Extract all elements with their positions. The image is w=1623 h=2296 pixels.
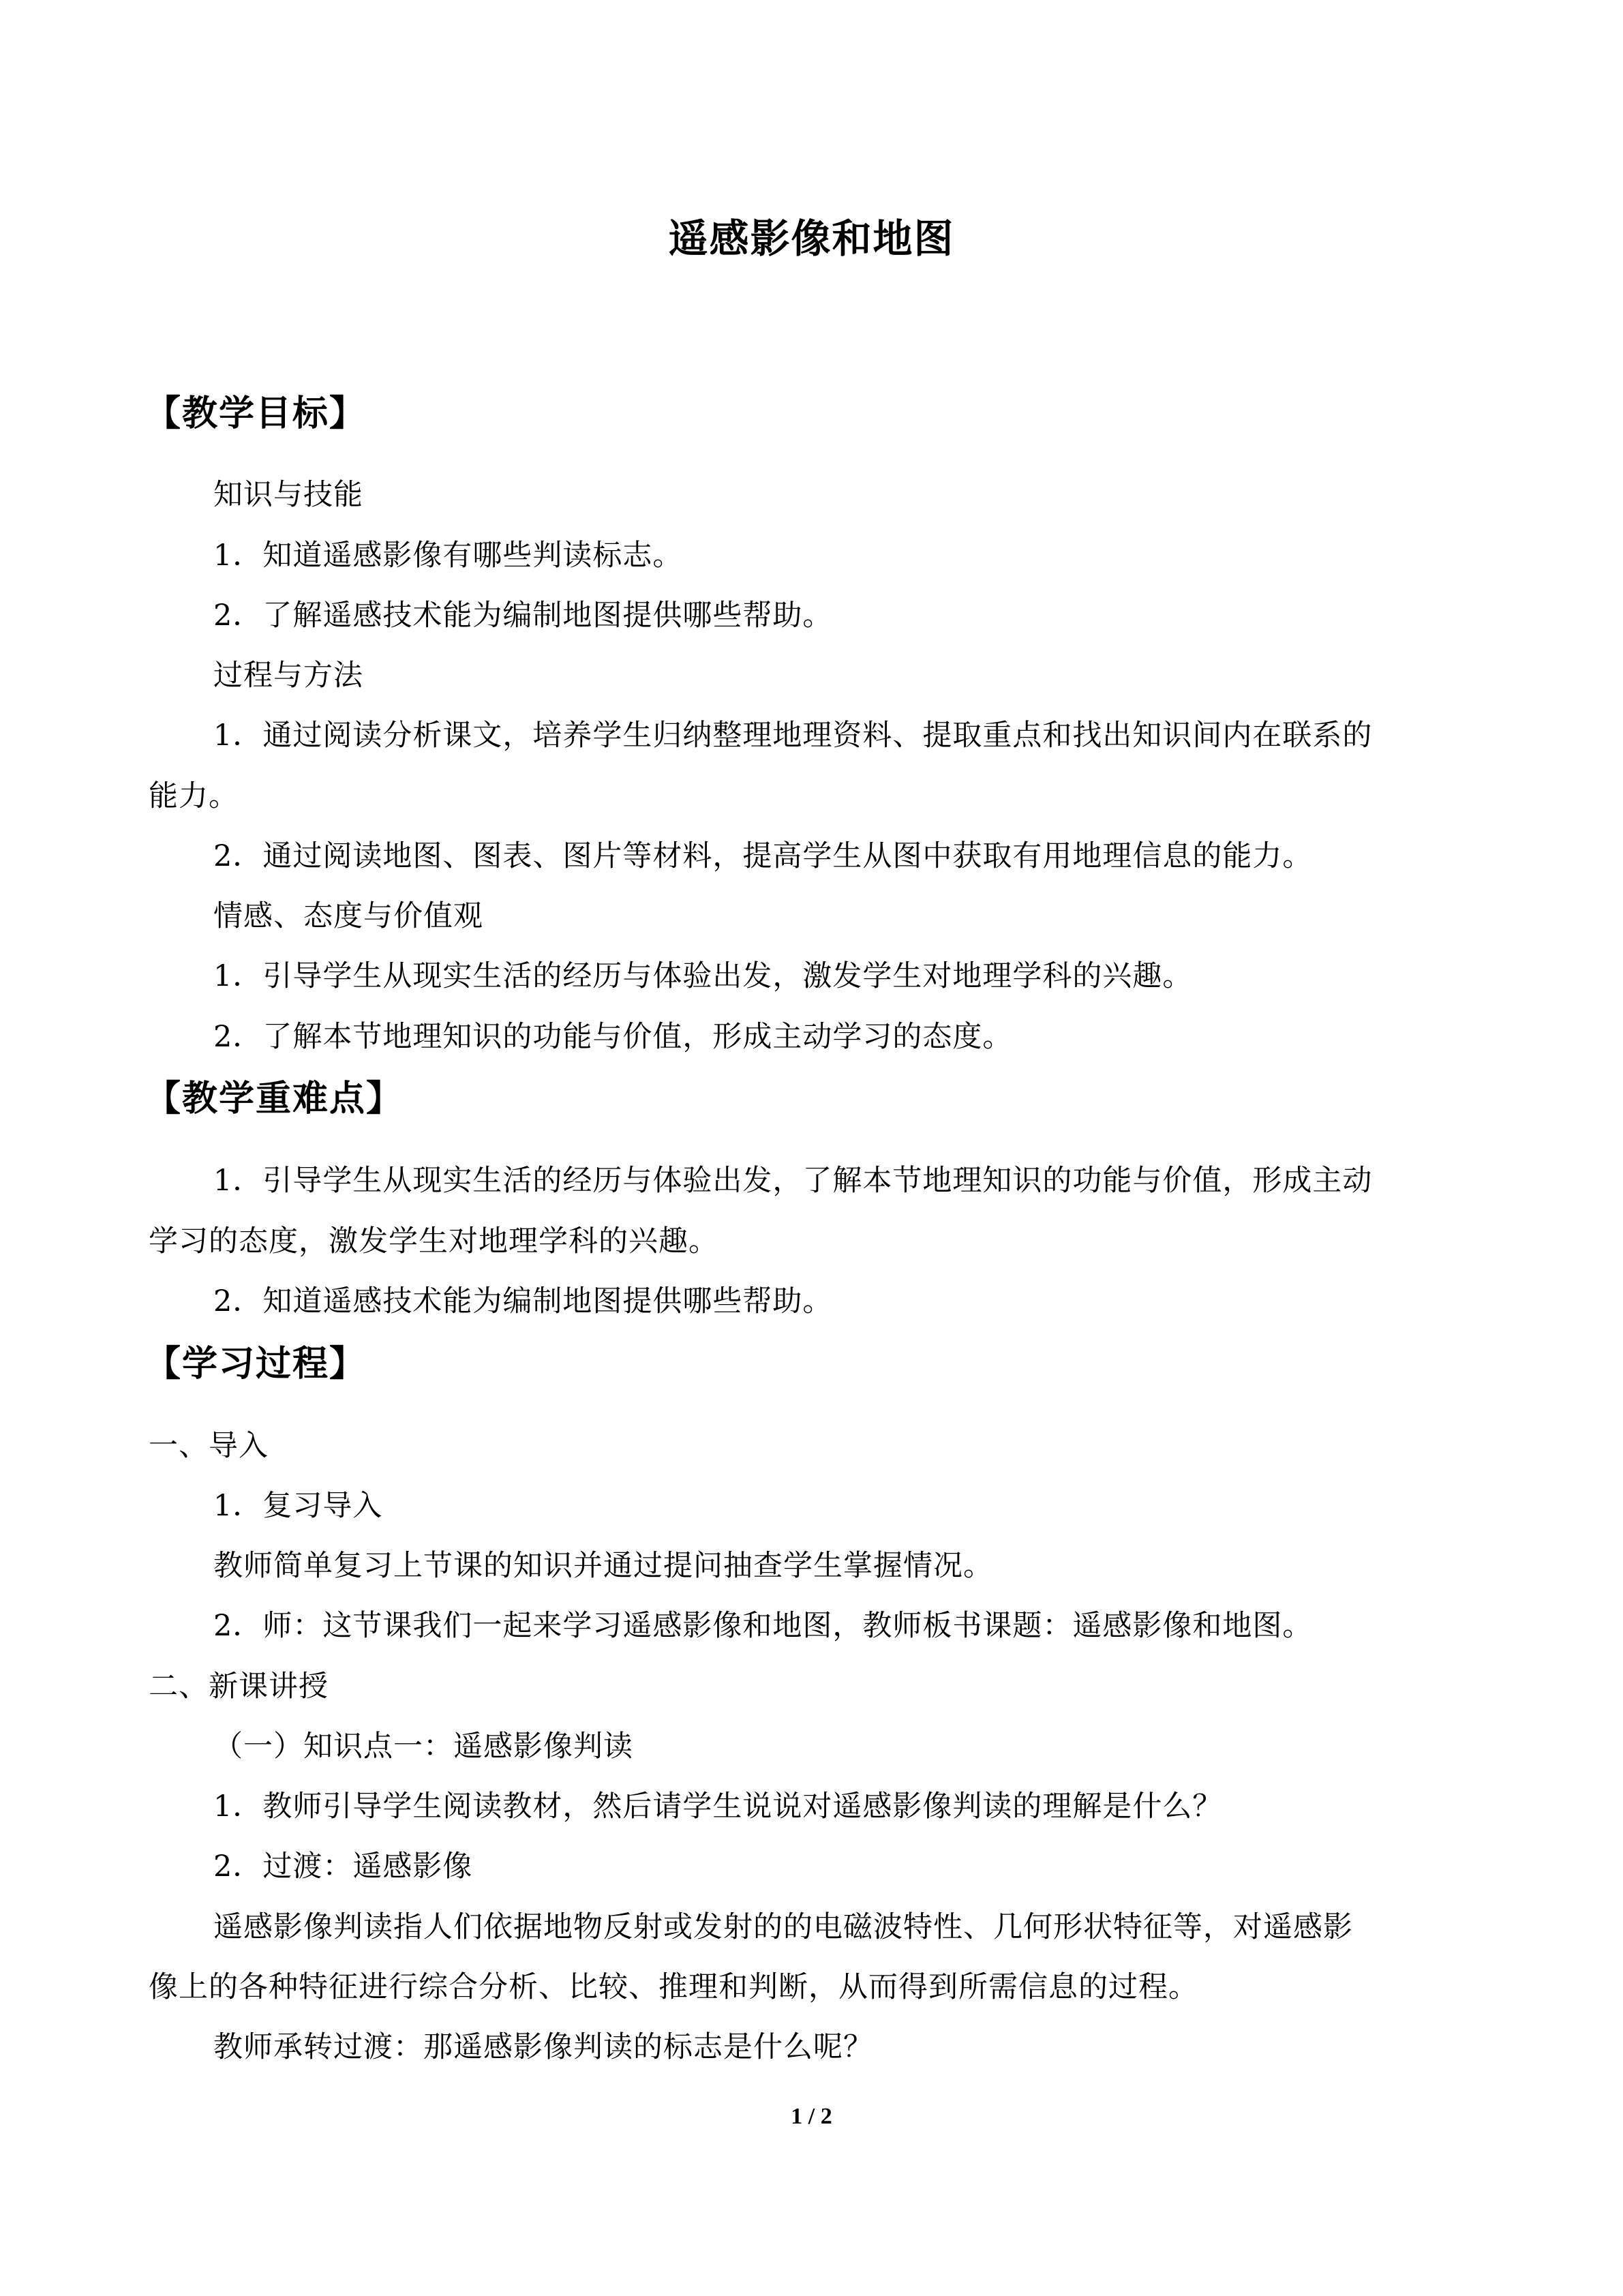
paragraph: 知识与技能 bbox=[213, 478, 363, 512]
section-heading-process: 【学习过程】 bbox=[145, 1344, 367, 1385]
paragraph: 一、导入 bbox=[149, 1429, 269, 1463]
paragraph: 遥感影像判读指人们依据地物反射或发射的的电磁波特性、几何形状特征等，对遥感影 bbox=[213, 1910, 1353, 1944]
paragraph: 二、新课讲授 bbox=[149, 1670, 329, 1704]
paragraph: 情感、态度与价值观 bbox=[213, 899, 483, 933]
paragraph: 教师简单复习上节课的知识并通过提问抽查学生掌握情况。 bbox=[213, 1549, 993, 1583]
document-title: 遥感影像和地图 bbox=[668, 215, 955, 262]
paragraph: 2．了解遥感技术能为编制地图提供哪些帮助。 bbox=[213, 599, 833, 633]
paragraph: 1．引导学生从现实生活的经历与体验出发，激发学生对地理学科的兴趣。 bbox=[213, 959, 1193, 993]
paragraph: 教师承转过渡：那遥感影像判读的标志是什么呢？ bbox=[213, 2030, 873, 2064]
paragraph: 2．过渡：遥感影像 bbox=[213, 1849, 473, 1884]
paragraph: 1．教师引导学生阅读教材，然后请学生说说对遥感影像判读的理解是什么？ bbox=[213, 1789, 1223, 1824]
paragraph: 2．了解本节地理知识的功能与价值，形成主动学习的态度。 bbox=[213, 1020, 1013, 1054]
paragraph: 学习的态度，激发学生对地理学科的兴趣。 bbox=[149, 1224, 718, 1258]
paragraph: 1．知道遥感影像有哪些判读标志。 bbox=[213, 539, 683, 573]
section-heading-key-points: 【教学重难点】 bbox=[145, 1078, 404, 1119]
paragraph: （一）知识点一：遥感影像判读 bbox=[213, 1729, 633, 1764]
paragraph: 2．师：这节课我们一起来学习遥感影像和地图，教师板书课题：遥感影像和地图。 bbox=[213, 1609, 1313, 1643]
section-heading-goals: 【教学目标】 bbox=[145, 393, 367, 434]
paragraph: 2．知道遥感技术能为编制地图提供哪些帮助。 bbox=[213, 1284, 833, 1318]
paragraph: 2．通过阅读地图、图表、图片等材料，提高学生从图中获取有用地理信息的能力。 bbox=[213, 839, 1313, 873]
paragraph: 能力。 bbox=[149, 779, 239, 813]
page-number: 1 / 2 bbox=[791, 2104, 832, 2129]
paragraph: 1．通过阅读分析课文，培养学生归纳整理地理资料、提取重点和找出知识间内在联系的 bbox=[213, 719, 1373, 753]
paragraph: 1．复习导入 bbox=[213, 1489, 383, 1523]
paragraph: 1．引导学生从现实生活的经历与体验出发，了解本节地理知识的功能与价值，形成主动 bbox=[213, 1164, 1373, 1198]
paragraph: 过程与方法 bbox=[213, 659, 363, 693]
paragraph: 像上的各种特征进行综合分析、比较、推理和判断，从而得到所需信息的过程。 bbox=[149, 1970, 1198, 2004]
